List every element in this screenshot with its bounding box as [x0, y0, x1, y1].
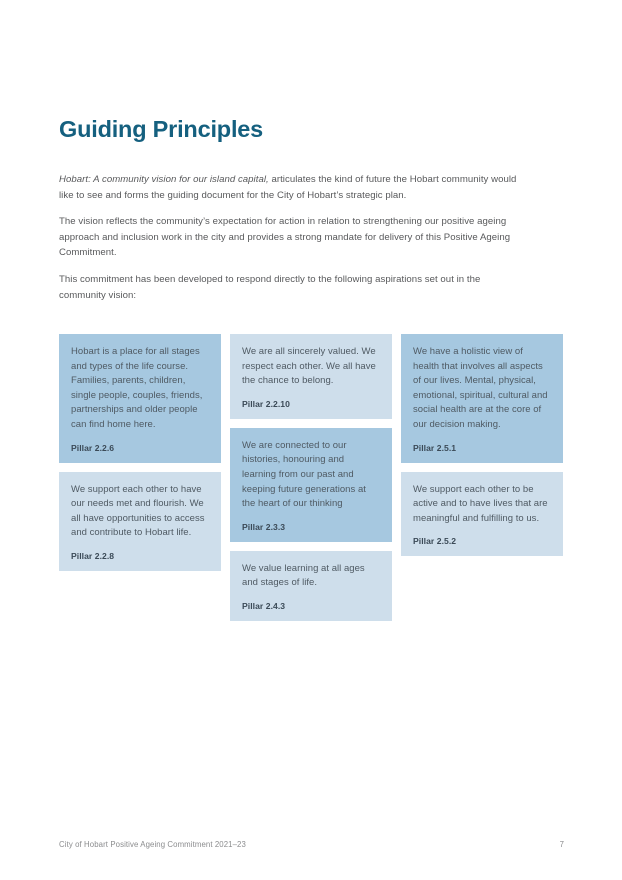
intro-paragraph-3: This commitment has been developed to respond directly to the following aspirations set out in the community vision: — [59, 273, 481, 301]
aspiration-card-pillar: Pillar 2.5.1 — [413, 442, 457, 453]
aspiration-card — [401, 472, 563, 557]
aspiration-card-text: We are connected to our histories, honouring and learning from our past and keeping future generations at the heart of our thinking — [242, 439, 366, 510]
aspiration-card — [230, 334, 392, 419]
intro-paragraph-1 — [59, 172, 529, 203]
aspiration-card-pillar: Pillar 2.2.6 — [71, 442, 115, 453]
aspiration-card — [230, 551, 392, 621]
aspiration-card-text: We support each other to be active and to have lives that are meaningful and fulfilling to us. — [413, 483, 548, 524]
intro-section — [59, 172, 529, 314]
aspiration-card-text: We support each other to have our needs met and flourish. We all have opportunities to access and contribute to Hobart life. — [71, 483, 205, 539]
aspiration-card-pillar: Pillar 2.4.3 — [242, 600, 286, 611]
aspiration-card-pillar: Pillar 2.2.8 — [71, 550, 115, 561]
intro-paragraph-1-italic: Hobart: A community vision for our island capital, — [59, 174, 269, 185]
aspiration-card — [230, 428, 392, 542]
card-column-1 — [59, 334, 221, 580]
aspiration-card-grid — [59, 334, 564, 624]
aspiration-card-pillar: Pillar 2.3.3 — [242, 521, 286, 532]
aspiration-card-text: We value learning at all ages and stages of life. — [242, 562, 365, 589]
aspiration-card-pillar: Pillar 2.5.2 — [413, 536, 457, 547]
footer-document-title: City of Hobart Positive Ageing Commitment 2021–23 — [59, 840, 246, 849]
footer-page-number: 7 — [559, 840, 564, 849]
page-footer — [59, 840, 564, 854]
card-column-2 — [230, 334, 392, 630]
aspiration-card-pillar: Pillar 2.2.10 — [242, 398, 290, 409]
aspiration-card — [59, 472, 221, 571]
intro-paragraph-2: The vision reflects the community’s expectation for action in relation to strengthening our positive ageing approach and inclusion work in the city and provides a strong mandate for delivery of this Positive Ageing Commitment. — [59, 216, 511, 259]
aspiration-card — [59, 334, 221, 463]
intro-paragraph-1-rest: articulates the kind of future the Hobart community would like to see and forms the guiding document for the City of Hobart’s strategic plan. — [59, 174, 517, 201]
aspiration-card-text: We have a holistic view of health that involves all aspects of our lives. Mental, physical, emotional, spiritual, cultural and social health are at the core of our decision making. — [413, 346, 548, 430]
aspiration-card-text: Hobart is a place for all stages and types of the life course. Families, parents, children, single people, couples, friends, partnerships and older people can find home here. — [71, 346, 203, 430]
aspiration-card — [401, 334, 563, 463]
card-column-3 — [401, 334, 563, 565]
aspiration-card-text: We are all sincerely valued. We respect each other. We all have the chance to belong. — [242, 346, 376, 387]
page-title: Guiding Principles — [59, 115, 264, 142]
